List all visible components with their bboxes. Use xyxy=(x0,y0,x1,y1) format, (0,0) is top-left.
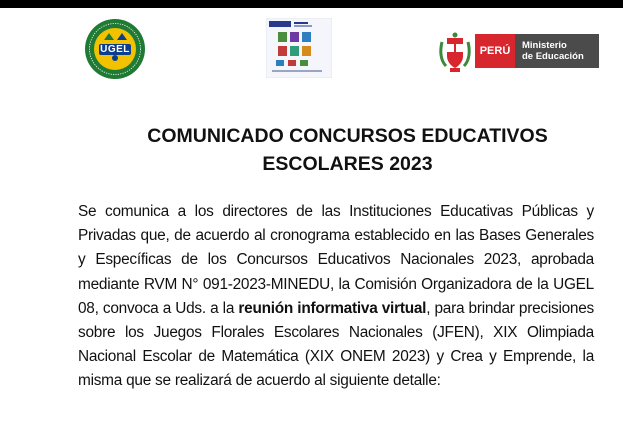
paragraph-bold-text: reunión informativa virtual xyxy=(238,299,427,317)
announcement-paragraph xyxy=(78,200,594,394)
ugel-logo-label: UGEL xyxy=(100,44,130,55)
paragraph-text-2: , para brindar precisiones sobre los Juegos Florales Escolares Nacionales (JFEN), XIX Olimpiada Nacional Escolar de Matemática (XIX ONEM 2023) y Crea y Emprende, la misma que se realizará de acuerdo al siguiente detalle: xyxy=(78,299,594,390)
document-title xyxy=(0,122,623,178)
top-black-bar xyxy=(0,0,623,8)
concursos-poster-image xyxy=(266,18,332,78)
peru-label: PERÚ xyxy=(475,34,515,68)
ministry-line1: Ministerio xyxy=(522,40,567,51)
ministry-label xyxy=(515,34,599,68)
title-line-1: COMUNICADO CONCURSOS EDUCATIVOS xyxy=(147,125,548,147)
ministry-line2: de Educación xyxy=(522,51,584,62)
paragraph-text-1: Se comunica a los directores de las Instituciones Educativas Públicas y Privadas que, de acuerdo al cronograma establecido en las Bases Generales y Específicas de los Concursos Educativos Nacionales 2023, aprobada mediante RVM N° 091-2023-MINEDU, la Comisión Organizadora de la UGEL 08, convoca a Uds. a la xyxy=(78,203,594,317)
peru-coat-of-arms-icon xyxy=(438,32,472,74)
title-line-2: ESCOLARES 2023 xyxy=(262,153,433,175)
